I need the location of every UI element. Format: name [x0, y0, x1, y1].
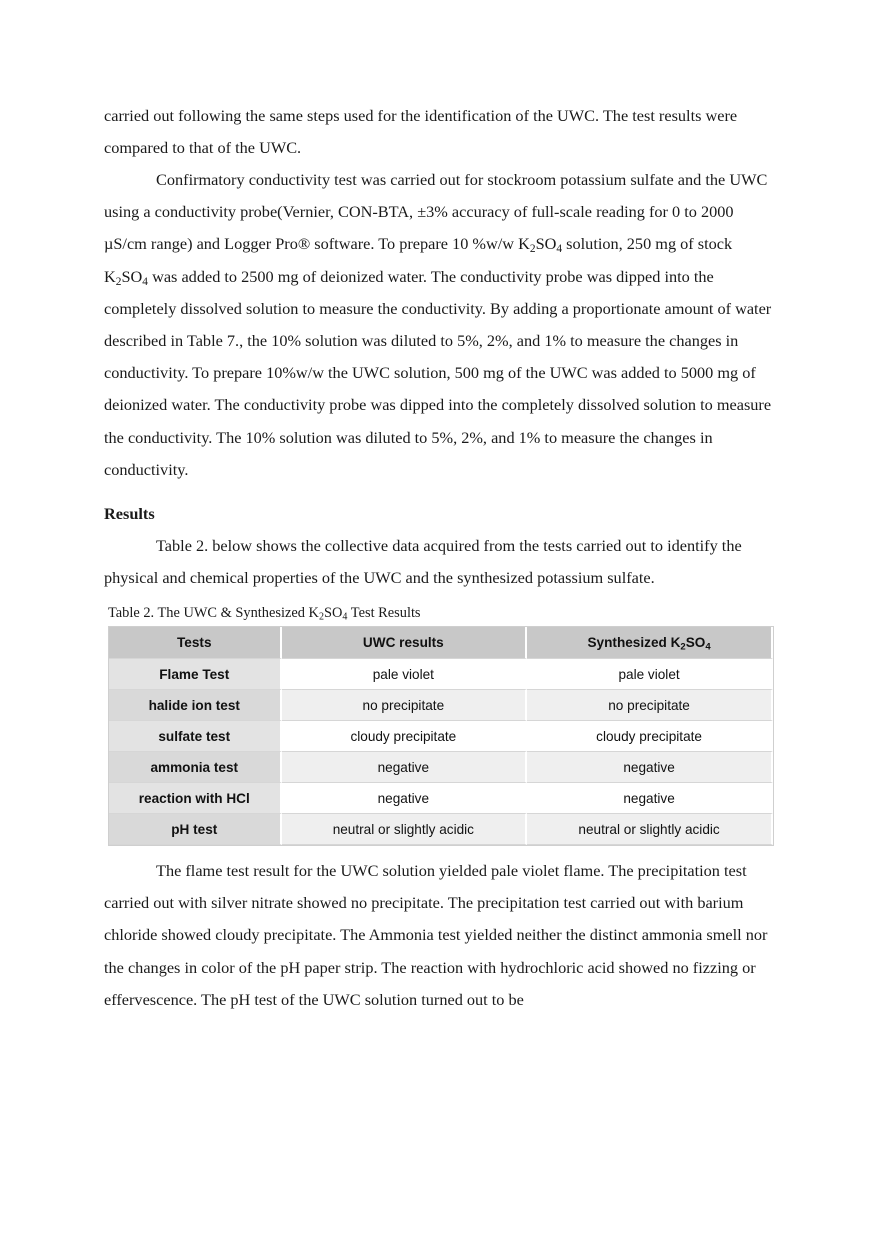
row-synth-value: no precipitate — [527, 690, 773, 721]
row-synth-value: pale violet — [527, 659, 773, 690]
table-row — [109, 783, 773, 814]
table-row — [109, 814, 773, 845]
row-uwc-value: no precipitate — [282, 690, 528, 721]
row-uwc-value: cloudy precipitate — [282, 721, 528, 752]
table-row — [109, 690, 773, 721]
row-synth-value: neutral or slightly acidic — [527, 814, 773, 845]
row-test-name: reaction with HCl — [109, 783, 282, 814]
row-uwc-value: pale violet — [282, 659, 528, 690]
results-heading: Results — [104, 504, 155, 523]
paragraph-conductivity-method: Confirmatory conductivity test was carried out for stockroom potassium sulfate and the UWC using a conductivity probe(Vernier, CON-BTA, ±3% accuracy of full-scale reading for 0 to 2000 µS/cm range) and Logger Pro® software. To prepare 10 %w/w $K_2SO_4$ solution, 250 mg of stock $K_2SO_4$ was added to 2500 mg of deionized water. The conductivity probe was dipped into the completely dissolved solution to measure the conductivity. By adding a proportionate amount of water described in Table 7., the 10% solution was diluted to 5%, 2%, and 1% to measure the changes in conductivity. To prepare 10%w/w the UWC solution, 500 mg of the UWC was added to 5000 mg of deionized water. The conductivity probe was dipped into the completely dissolved solution to measure the conductivity. The 10% solution was diluted to 5%, 2%, and 1% to measure the changes in conductivity. — [104, 170, 772, 479]
row-synth-value: negative — [527, 783, 773, 814]
paragraph-procedure-end: carried out following the same steps used for the identification of the UWC. The test results were compared to that of the UWC. — [104, 106, 738, 158]
row-uwc-value: neutral or slightly acidic — [282, 814, 528, 845]
table-row — [109, 752, 773, 783]
row-uwc-value: negative — [282, 752, 528, 783]
row-synth-value: negative — [527, 752, 773, 783]
header-tests: Tests — [109, 627, 282, 659]
row-test-name: sulfate test — [109, 721, 282, 752]
row-test-name: halide ion test — [109, 690, 282, 721]
table-row — [109, 721, 773, 752]
table-header-row — [109, 627, 773, 659]
paragraph-discussion: The flame test result for the UWC solution yielded pale violet flame. The precipitation test carried out with silver nitrate showed no precipitate. The precipitation test carried out with barium chloride showed cloudy precipitate. The Ammonia test yielded neither the distinct ammonia smell nor the changes in color of the pH paper strip. The reaction with hydrochloric acid showed no fizzing or effervescence. The pH test of the UWC solution turned out to be — [104, 861, 768, 1009]
row-test-name: ammonia test — [109, 752, 282, 783]
header-uwc-results: UWC results — [282, 627, 528, 659]
row-test-name: pH test — [109, 814, 282, 845]
row-uwc-value: negative — [282, 783, 528, 814]
row-test-name: Flame Test — [109, 659, 282, 690]
table-row — [109, 659, 773, 690]
results-table — [108, 626, 774, 846]
table-caption: Table 2. The UWC & Synthesized $K_2SO_4$ Test Results — [108, 605, 421, 623]
row-synth-value: cloudy precipitate — [527, 721, 773, 752]
header-synthesized: Synthesized $K_2SO_4$ — [527, 627, 773, 659]
paragraph-results-intro: Table 2. below shows the collective data acquired from the tests carried out to identify the physical and chemical properties of the UWC and the synthesized potassium sulfate. — [104, 536, 742, 588]
